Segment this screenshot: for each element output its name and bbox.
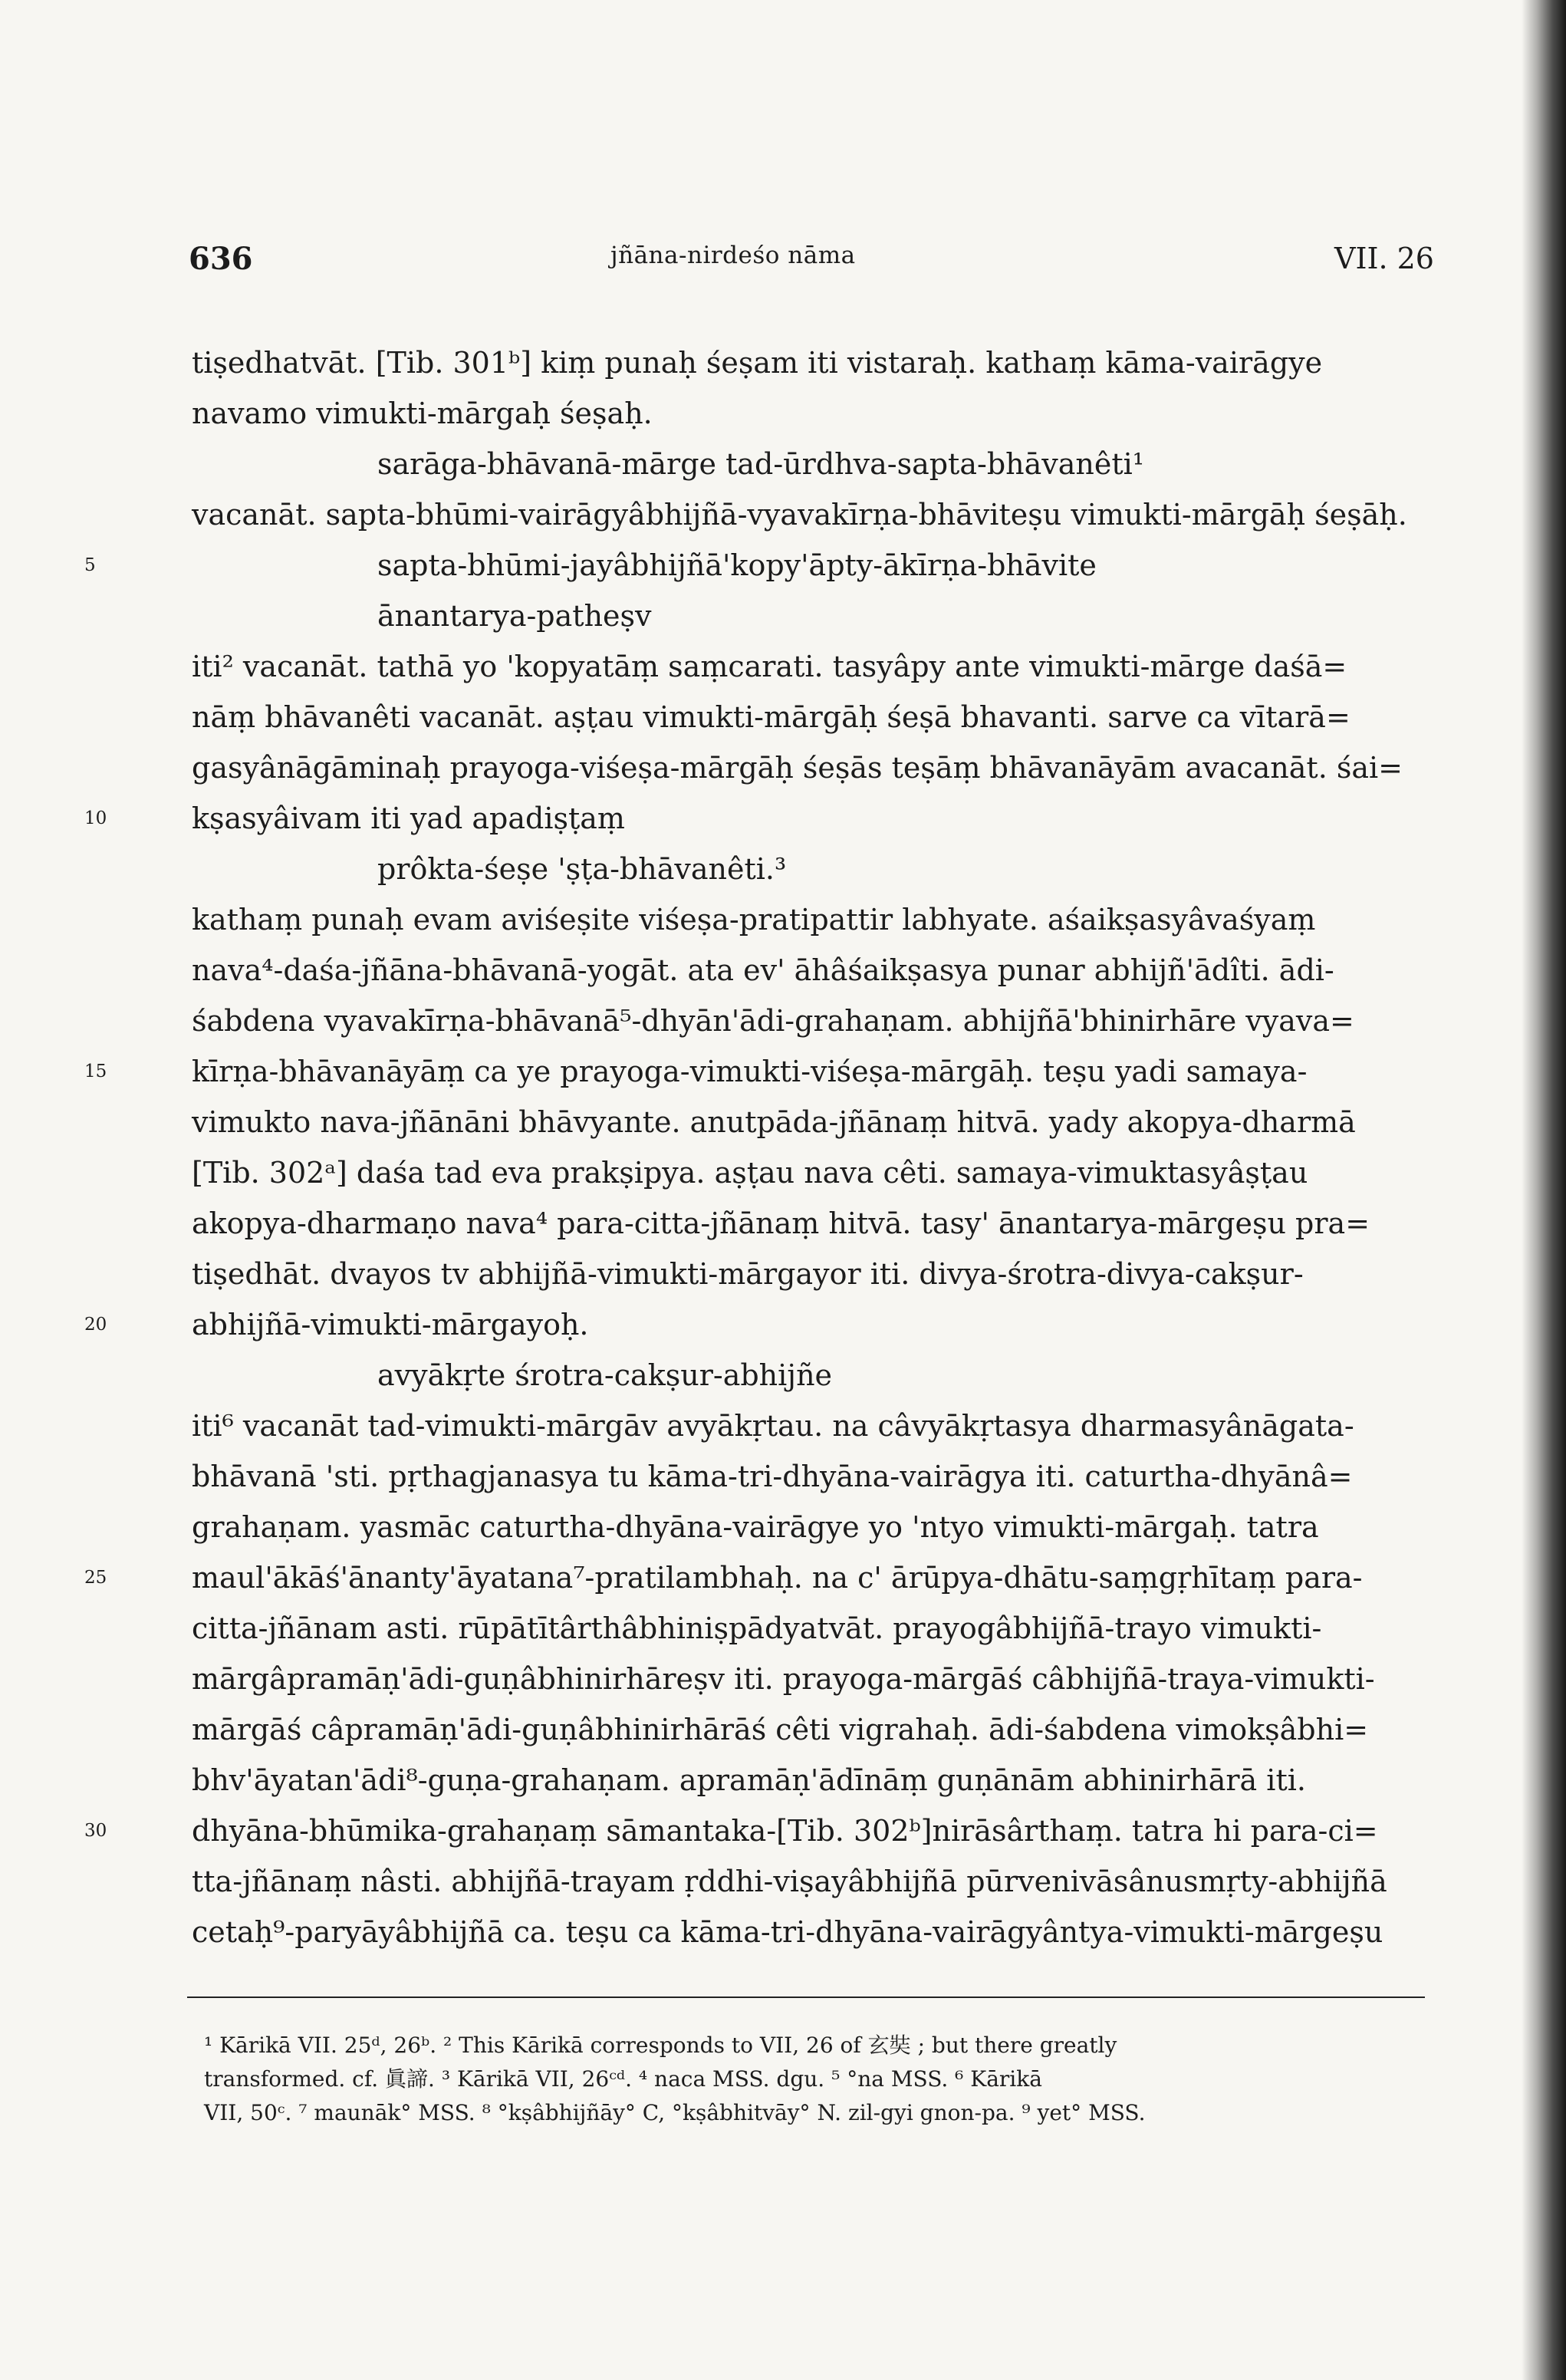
running-title: jñāna-nirdeśo nāma: [610, 242, 856, 269]
text-line: mārgâpramāṇ'ādi-guṇâbhinirhāreṣv iti. prayoga-mārgāś câbhijñā-traya-vimukti-: [192, 1662, 1375, 1696]
text-line: śabdena vyavakīrṇa-bhāvanā⁵-dhyān'ādi-grahaṇam. abhijñā'bhinirhāre vyava=: [192, 1004, 1354, 1038]
text-line: tiṣedhāt. dvayos tv abhijñā-vimukti-mārgayor iti. divya-śrotra-divya-cakṣur-: [192, 1257, 1304, 1291]
text-line: grahaṇam. yasmāc caturtha-dhyāna-vairāgye yo 'ntyo vimukti-mārgaḥ. tatra: [192, 1510, 1319, 1544]
text-line: bhāvanā 'sti. pṛthagjanasya tu kāma-tri-dhyāna-vairāgya iti. caturtha-dhyānâ=: [192, 1460, 1353, 1493]
text-line: nāṃ bhāvanêti vacanāt. aṣṭau vimukti-mārgāḥ śeṣā bhavanti. sarve ca vītarā=: [192, 700, 1351, 734]
footnote-line: transformed. cf. 眞諦. ³ Kārikā VII, 26ᶜᵈ. ⁴ naca MSS. dgu. ⁵ °na MSS. ⁶ Kārikā: [204, 2066, 1042, 2092]
section-reference: VII. 26: [1334, 242, 1434, 275]
text-line: 20 abhijñā-vimukti-mārgayoḥ.: [0, 1299, 1566, 1351]
verse-line: ānantarya-patheṣv: [377, 599, 652, 633]
verse-line: prôkta-śeṣe 'ṣṭa-bhāvanêti.³: [377, 852, 787, 886]
line-number: 10: [84, 808, 107, 828]
verse-line: avyākṛte śrotra-cakṣur-abhijñe: [377, 1358, 833, 1392]
line-number: 20: [84, 1315, 107, 1335]
text-line: citta-jñānam asti. rūpātītârthâbhiniṣpādyatvāt. prayogâbhijñā-trayo vimukti-: [192, 1611, 1322, 1645]
footnote-line: VII, 50ᶜ. ⁷ maunāk° MSS. ⁸ °kṣâbhijñāy° C, °kṣâbhitvāy° N. zil-gyi gnon-pa. ⁹ yet° MSS.: [204, 2100, 1146, 2125]
line-number: 30: [84, 1821, 107, 1841]
text-line: tta-jñānaṃ nâsti. abhijñā-trayam ṛddhi-viṣayâbhijñā pūrvenivāsânusmṛty-abhijñā: [192, 1865, 1387, 1898]
text-line: nava⁴-daśa-jñāna-bhāvanā-yogāt. ata ev' āhâśaikṣasya punar abhijñ'ādîti. ādi-: [192, 953, 1334, 987]
text-line: kathaṃ punaḥ evam aviśeṣite viśeṣa-pratipattir labhyate. aśaikṣasyâvaśyaṃ: [192, 903, 1316, 937]
text-line: 15 kīrṇa-bhāvanāyāṃ ca ye prayoga-vimukti-viśeṣa-mārgāḥ. teṣu yadi samaya-: [0, 1045, 1566, 1098]
text-line: 10 kṣasyâivam iti yad apadiṣṭaṃ: [0, 792, 1566, 844]
text-line: 25 maul'ākāś'ānanty'āyatana⁷-pratilambhaḥ. na c' ārūpya-dhātu-saṃgṛhītaṃ para-: [0, 1552, 1566, 1604]
text-line: akopya-dharmaṇo nava⁴ para-citta-jñānaṃ hitvā. tasy' ānantarya-mārgeṣu pra=: [192, 1206, 1370, 1240]
text-line: gasyânāgāminaḥ prayoga-viśeṣa-mārgāḥ śeṣās teṣāṃ bhāvanāyām avacanāt. śai=: [192, 751, 1403, 785]
text-line: [Tib. 302ᵃ] daśa tad eva prakṣipya. aṣṭau nava cêti. samaya-vimuktasyâṣṭau: [192, 1156, 1308, 1190]
text-line: tiṣedhatvāt. [Tib. 301ᵇ] kiṃ punaḥ śeṣam iti vistaraḥ. kathaṃ kāma-vairāgye: [192, 346, 1323, 380]
page-number: 636: [189, 241, 253, 277]
text-line: bhv'āyatan'ādi⁸-guṇa-grahaṇam. apramāṇ'ādīnāṃ guṇānām abhinirhārā iti.: [192, 1763, 1306, 1797]
text-line: navamo vimukti-mārgaḥ śeṣaḥ.: [192, 397, 653, 430]
footnote-rule: [187, 1997, 1425, 1998]
text-line: mārgāś câpramāṇ'ādi-guṇâbhinirhārāś cêti vigrahaḥ. ādi-śabdena vimokṣâbhi=: [192, 1713, 1369, 1746]
footnote-line: ¹ Kārikā VII. 25ᵈ, 26ᵇ. ² This Kārikā corresponds to VII, 26 of 玄奘 ; but there greatly: [204, 2033, 1117, 2058]
footnotes: [204, 2029, 1403, 2130]
text-line: cetaḥ⁹-paryāyâbhijñā ca. teṣu ca kāma-tri-dhyāna-vairāgyântya-vimukti-mārgeṣu: [192, 1915, 1383, 1949]
line-number: 25: [84, 1568, 107, 1588]
line-number: 5: [84, 555, 96, 575]
text-line: 30 dhyāna-bhūmika-grahaṇaṃ sāmantaka-[Tib. 302ᵇ]nirāsârthaṃ. tatra hi para-ci=: [0, 1805, 1566, 1857]
text-line: iti⁶ vacanāt tad-vimukti-mārgāv avyākṛtau. na câvyākṛtasya dharmasyânāgata-: [192, 1409, 1354, 1443]
text-line: vacanāt. sapta-bhūmi-vairāgyâbhijñā-vyavakīrṇa-bhāviteṣu vimukti-mārgāḥ śeṣāḥ.: [192, 498, 1407, 532]
text-line: iti² vacanāt. tathā yo 'kopyatāṃ saṃcarati. tasyâpy ante vimukti-mārge daśā=: [192, 650, 1347, 683]
line-number: 15: [84, 1062, 107, 1081]
verse-line: sarāga-bhāvanā-mārge tad-ūrdhva-sapta-bhāvanêti¹: [377, 447, 1145, 481]
verse-line: 5 sapta-bhūmi-jayâbhijñā'kopy'āpty-ākīrṇa-bhāvite: [0, 539, 1566, 591]
text-line: vimukto nava-jñānāni bhāvyante. anutpāda-jñānaṃ hitvā. yady akopya-dharmā: [192, 1105, 1356, 1139]
